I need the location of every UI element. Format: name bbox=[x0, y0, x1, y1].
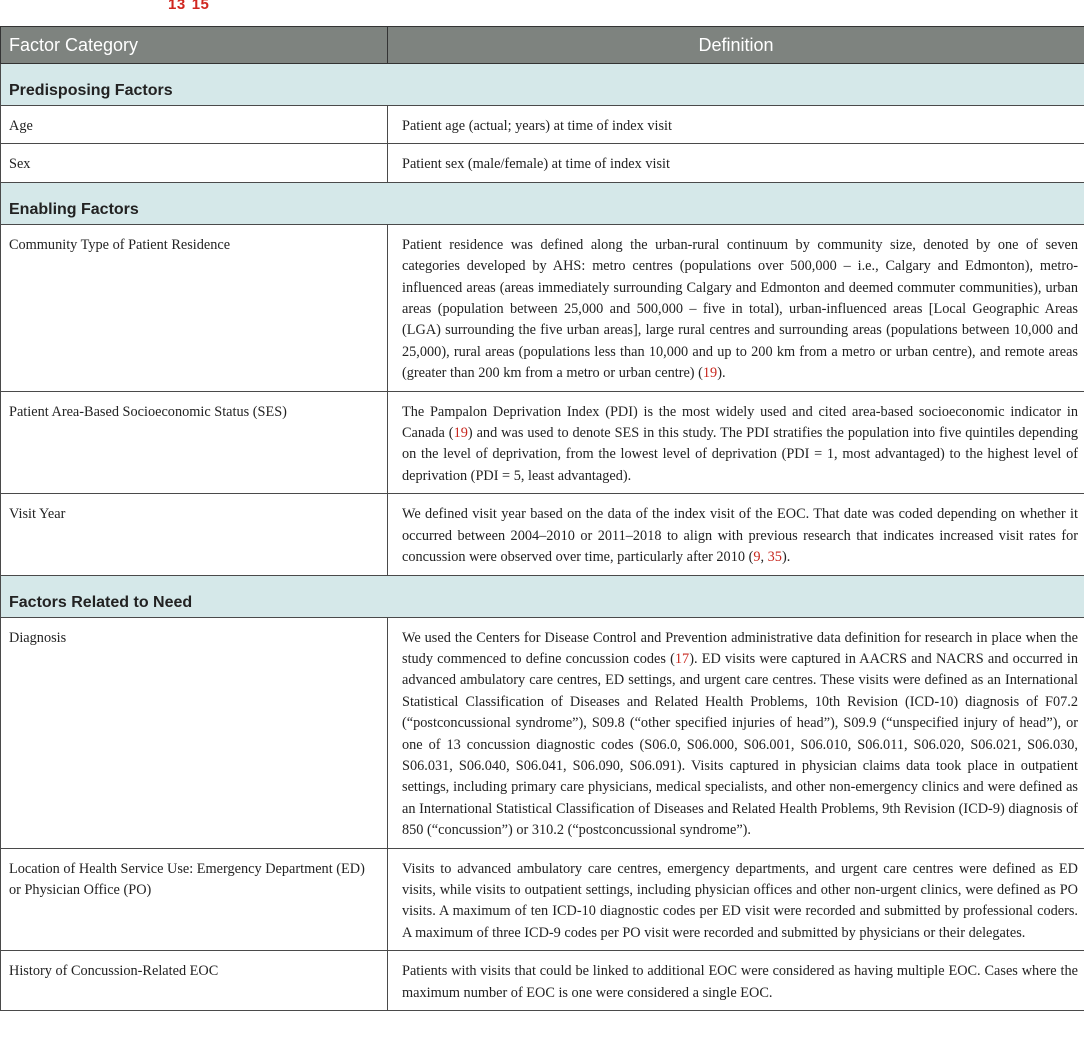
section-header-need bbox=[1, 575, 1084, 617]
definition-cell bbox=[388, 224, 1084, 391]
section-title: Factors Related to Need bbox=[1, 575, 1084, 617]
column-header-factor-category: Factor Category bbox=[1, 27, 388, 64]
table-row bbox=[1, 144, 1084, 182]
definition-cell: Patient age (actual; years) at time of index visit bbox=[388, 106, 1084, 144]
column-header-definition: Definition bbox=[388, 27, 1084, 64]
citation-link[interactable]: 19 bbox=[453, 425, 468, 442]
definition-text-end: ) and was used to denote SES in this study. The PDI stratifies the population into five quintiles depending on the level of deprivation, from the lowest level of deprivation (PDI = 1, most advantaged) to the highest level of deprivation (PDI = 5, least advantaged). bbox=[402, 425, 1078, 484]
definition-text: We used the Centers for Disease Control and Prevention administrative data definition for research in place when the study commenced to define concussion codes ( bbox=[402, 629, 1078, 667]
table-row bbox=[1, 617, 1084, 848]
reference-numbers bbox=[168, 0, 215, 13]
definition-text-end: ). bbox=[717, 365, 726, 382]
section-title: Enabling Factors bbox=[1, 182, 1084, 224]
definition-cell: Patients with visits that could be linked to additional EOC were considered as having multiple EOC. Cases where the maximum number of EOC is one were considered a single EOC. bbox=[388, 951, 1084, 1011]
definition-text: Patient residence was defined along the urban-rural continuum by community size, denoted by one of seven categories developed by AHS: metro centres (populations over 500,000 – i.e., Calgary and Edmonton), metro-influenced areas (areas immediately surrounding Calgary and Edmonton and deemed commuter communities), urban areas (population between 25,000 and 500,000 – five in total), urban-influenced areas [Local Geographic Areas (LGA) surrounding the five urban areas], large rural centres and surrounding areas (populations between 10,000 and 25,000), rural areas (populations less than 10,000 and up to 200 km from a metro or urban centre), and remote areas (greater than 200 km from a metro or urban centre) ( bbox=[402, 236, 1078, 382]
factor-cell: Location of Health Service Use: Emergency Department (ED) or Physician Office (PO) bbox=[1, 848, 388, 951]
factor-definition-table bbox=[0, 26, 1084, 1011]
table-header-row bbox=[1, 27, 1084, 64]
factor-cell: Age bbox=[1, 106, 388, 144]
factor-cell: Visit Year bbox=[1, 494, 388, 575]
reference-link[interactable]: 15 bbox=[191, 0, 210, 13]
factor-cell: Community Type of Patient Residence bbox=[1, 224, 388, 391]
citation-separator: , bbox=[760, 549, 768, 566]
table-row bbox=[1, 848, 1084, 951]
citation-link[interactable]: 17 bbox=[674, 650, 690, 667]
citation-link[interactable]: 35 bbox=[767, 549, 782, 566]
definition-cell bbox=[388, 391, 1084, 494]
factor-cell: Sex bbox=[1, 144, 388, 182]
definition-text-end: ). ED visits were captured in AACRS and NACRS and occurred in advanced ambulatory care centres, ED settings, and urgent care centres. These visits were defined as an International Statistical Classification of Diseases and Related Health Problems, 10th Revision (ICD-10) diagnosis of F07.2 (“postconcussional syndrome”), S09.8 (“other specified injuries of head”), S09.9 (“unspecified injury of head”), or one of 13 concussion diagnostic codes (S06.0, S06.000, S06.001, S06.010, S06.011, S06.020, S06.021, S06.030, S06.031, S06.040, S06.041, S06.090, S06.091). Visits captured in physician claims data took place in outpatient settings, including primary care physicians, medical specialists, and other non-emergency clinics and were defined as an International Statistical Classification of Diseases and Related Health Problems, 9th Revision (ICD-9) diagnosis of 850 (“concussion”) or 310.2 (“postconcussional syndrome”). bbox=[402, 650, 1078, 839]
definition-text: The Pampalon Deprivation Index (PDI) is the most widely used and cited area-based socioeconomic indicator in Canada ( bbox=[402, 403, 1078, 442]
factor-cell: History of Concussion-Related EOC bbox=[1, 951, 388, 1011]
definition-cell: Patient sex (male/female) at time of index visit bbox=[388, 144, 1084, 182]
table-row bbox=[1, 224, 1084, 391]
table-row bbox=[1, 494, 1084, 575]
definition-cell bbox=[388, 617, 1084, 848]
citation-link[interactable]: 19 bbox=[702, 365, 718, 382]
table-row bbox=[1, 106, 1084, 144]
factor-cell: Diagnosis bbox=[1, 617, 388, 848]
reference-link[interactable]: 13 bbox=[168, 0, 186, 13]
citation-link[interactable]: 9 bbox=[753, 549, 761, 566]
definition-text-end: ). bbox=[781, 549, 791, 566]
definition-text: We defined visit year based on the data of the index visit of the EOC. That date was coded depending on whether it occurred between 2004–2010 or 2011–2018 to align with previous research that indicates increased visit rates for concussion were observed over time, particularly after 2010 ( bbox=[402, 506, 1078, 566]
definition-cell: Visits to advanced ambulatory care centres, emergency departments, and urgent care centres were defined as ED visits, while visits to outpatient settings, including physician offices and other non-urgent clinics, were defined as PO visits. A maximum of ten ICD-10 diagnostic codes per ED visit were recorded and submitted by professional coders. A maximum of three ICD-9 codes per PO visit were recorded and submitted by physicians or their delegates. bbox=[388, 848, 1084, 951]
definition-cell bbox=[388, 494, 1084, 575]
table-row bbox=[1, 391, 1084, 494]
factor-cell: Patient Area-Based Socioeconomic Status (SES) bbox=[1, 391, 388, 494]
section-header-predisposing bbox=[1, 64, 1084, 106]
section-title: Predisposing Factors bbox=[1, 64, 1084, 106]
section-header-enabling bbox=[1, 182, 1084, 224]
table-row bbox=[1, 951, 1084, 1011]
